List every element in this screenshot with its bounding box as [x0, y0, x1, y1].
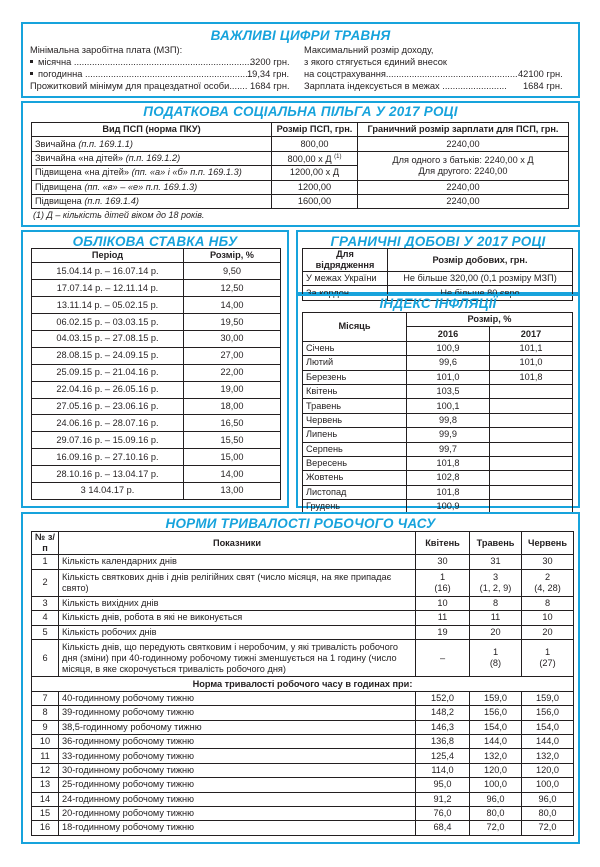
nbu-period-cell: 25.09.15 р. – 21.04.16 р. — [32, 364, 184, 381]
daily-size-cell: Не більше 80 євро — [388, 286, 573, 300]
inflation-month-cell: Травень — [303, 399, 407, 413]
work-number-cell: 9 — [32, 720, 59, 734]
nbu-period-cell: 13.11.14 р. – 05.02.15 р. — [32, 297, 184, 314]
inflation-2017-cell — [490, 442, 573, 456]
work-number-cell: 15 — [32, 806, 59, 820]
work-april-cell: 125,4 — [416, 749, 470, 763]
inflation-2016-cell: 100,1 — [407, 399, 490, 413]
work-april-cell: – — [416, 640, 470, 677]
daily-header-size: Розмір добових, грн. — [388, 249, 573, 272]
work-may-cell: 3 (1, 2, 9) — [470, 569, 522, 596]
daily-table — [302, 248, 573, 301]
psp-size-cell: 1200,00 х Д — [272, 166, 358, 180]
table-row — [32, 194, 569, 208]
work-header-indicator: Показники — [59, 532, 416, 555]
work-may-cell: 80,0 — [470, 806, 522, 820]
work-april-cell: 10 — [416, 596, 470, 611]
daily-trip-cell: За кордон — [303, 286, 388, 300]
inflation-2016-cell: 99,6 — [407, 356, 490, 370]
table-row — [32, 280, 281, 297]
work-header-june: Червень — [522, 532, 574, 555]
table-row — [32, 330, 281, 347]
work-april-cell: 136,8 — [416, 734, 470, 748]
table-row — [303, 370, 573, 384]
psp-type-cell: Звичайна «на дітей» (п.п. 169.1.2) — [32, 151, 272, 165]
table-row — [32, 625, 574, 640]
work-header-number: № з/п — [32, 532, 59, 555]
psp-header-limit: Граничний розмір зарплати для ПСП, грн. — [358, 123, 569, 137]
work-indicator-cell: 25-годинному робочому тижню — [59, 778, 416, 792]
work-june-cell: 2 (4, 28) — [522, 569, 574, 596]
inflation-month-cell: Листопад — [303, 485, 407, 499]
inflation-title: ІНДЕКС ІНФЛЯЦІЇ — [379, 296, 497, 311]
table-row — [303, 428, 573, 442]
psp-size-cell: 1600,00 — [272, 194, 358, 208]
nbu-rate-cell: 19,50 — [184, 314, 281, 331]
work-indicator-cell: Кількість святкових днів і днів релігійних свят (число місяця, на яке припадає свято) — [59, 569, 416, 596]
work-number-cell: 1 — [32, 555, 59, 570]
nbu-rate-cell: 13,00 — [184, 482, 281, 499]
nbu-rate-cell: 19,00 — [184, 381, 281, 398]
hourly-label: погодинна ................................................................. — [38, 69, 253, 79]
work-june-cell: 120,0 — [522, 763, 574, 777]
inflation-month-cell: Жовтень — [303, 471, 407, 485]
work-june-cell: 100,0 — [522, 778, 574, 792]
inflation-header-year-2016: 2016 — [407, 327, 490, 341]
max-income-value: 42100 грн. — [518, 69, 563, 79]
work-april-cell: 152,0 — [416, 691, 470, 705]
hourly-wage-row — [30, 69, 253, 79]
nbu-period-cell: 06.02.15 р. – 03.03.15 р. — [32, 314, 184, 331]
work-number-cell: 5 — [32, 625, 59, 640]
psp-size-cell: 800,00 х Д $^{(1)}$ — [272, 151, 358, 165]
work-may-cell: 11 — [470, 611, 522, 626]
inflation-month-cell: Липень — [303, 428, 407, 442]
inflation-month-cell: Лютий — [303, 356, 407, 370]
nbu-table — [31, 248, 281, 500]
work-number-cell: 16 — [32, 821, 59, 835]
nbu-rate-cell: 22,00 — [184, 364, 281, 381]
daily-title: ГРАНИЧНІ ДОБОВІ У 2017 РОЦІ — [330, 234, 546, 249]
max-income-line-1: Максимальний розмір доходу, — [304, 45, 434, 55]
work-may-cell: 144,0 — [470, 734, 522, 748]
table-row — [32, 263, 281, 280]
inflation-month-cell: Квітень — [303, 384, 407, 398]
psp-header-size: Розмір ПСП, грн. — [272, 123, 358, 137]
work-may-cell: 96,0 — [470, 792, 522, 806]
table-row — [32, 778, 574, 792]
inflation-2016-cell: 103,5 — [407, 384, 490, 398]
table-row — [32, 555, 574, 570]
inflation-2017-cell — [490, 399, 573, 413]
work-indicator-cell: 20-годинному робочому тижню — [59, 806, 416, 820]
table-row — [303, 471, 573, 485]
max-income-line-3: на соцстрахування................................................... — [304, 69, 518, 79]
work-number-cell: 6 — [32, 640, 59, 677]
work-april-cell: 68,4 — [416, 821, 470, 835]
work-june-cell: 144,0 — [522, 734, 574, 748]
table-row — [303, 485, 573, 499]
work-hours-table — [31, 531, 574, 836]
psp-size-cell: 800,00 — [272, 137, 358, 151]
table-row — [303, 341, 573, 355]
table-row — [32, 449, 281, 466]
nbu-title: ОБЛІКОВА СТАВКА НБУ — [72, 234, 238, 249]
work-indicator-cell: Кількість робочих днів — [59, 625, 416, 640]
min-wage-label: Мінімальна заробітна плата (МЗП): — [30, 45, 183, 55]
psp-size-cell: 1200,00 — [272, 180, 358, 194]
work-may-cell: 31 — [470, 555, 522, 570]
psp-limit-cell: 2240,00 — [358, 194, 569, 208]
psp-limit-cell: 2240,00 — [358, 180, 569, 194]
nbu-rate-cell: 14,00 — [184, 466, 281, 483]
psp-type-cell: Звичайна (п.п. 169.1.1) — [32, 137, 272, 151]
work-number-cell: 4 — [32, 611, 59, 626]
bullet-icon — [30, 72, 33, 75]
work-april-cell: 76,0 — [416, 806, 470, 820]
table-row — [303, 442, 573, 456]
inflation-2016-cell: 100,9 — [407, 500, 490, 514]
work-june-cell: 8 — [522, 596, 574, 611]
nbu-rate-cell: 27,00 — [184, 347, 281, 364]
inflation-header-month: Місяць — [303, 313, 407, 342]
work-june-cell: 72,0 — [522, 821, 574, 835]
hourly-value: 19,34 грн. — [247, 69, 290, 79]
psp-limit-cell-children: Для одного з батьків: 2240,00 х Д Для другого: 2240,00 — [358, 151, 569, 180]
inflation-2017-cell: 101,8 — [490, 370, 573, 384]
daily-trip-cell: У межах України — [303, 272, 388, 286]
table-row — [303, 384, 573, 398]
indexation-value: 1684 грн. — [523, 81, 563, 91]
work-april-cell: 114,0 — [416, 763, 470, 777]
table-row — [32, 611, 574, 626]
table-row — [32, 749, 574, 763]
inflation-2016-cell: 101,8 — [407, 485, 490, 499]
nbu-rate-cell: 12,50 — [184, 280, 281, 297]
work-june-cell: 156,0 — [522, 706, 574, 720]
inflation-2017-cell — [490, 471, 573, 485]
work-header-may: Травень — [470, 532, 522, 555]
work-indicator-cell: 39-годинному робочому тижню — [59, 706, 416, 720]
psp-table — [31, 122, 569, 209]
psp-header-type: Вид ПСП (норма ПКУ) — [32, 123, 272, 137]
work-indicator-cell: 18-годинному робочому тижню — [59, 821, 416, 835]
work-june-cell: 159,0 — [522, 691, 574, 705]
inflation-table — [302, 312, 573, 514]
important-figures-title: ВАЖЛИВІ ЦИФРИ ТРАВНЯ — [210, 28, 391, 43]
inflation-2016-cell: 102,8 — [407, 471, 490, 485]
work-indicator-cell: 33-годинному робочому тижню — [59, 749, 416, 763]
work-number-cell: 8 — [32, 706, 59, 720]
work-indicator-cell: 40-годинному робочому тижню — [59, 691, 416, 705]
monthly-label: місячна ..................................................................... — [38, 57, 253, 67]
table-row — [32, 734, 574, 748]
bullet-icon — [30, 60, 33, 63]
work-april-cell: 95,0 — [416, 778, 470, 792]
work-june-cell: 30 — [522, 555, 574, 570]
indexation-label: Зарплата індексується в межах ......................... — [304, 81, 507, 91]
psp-type-cell: Підвищена (пп. «в» – «е» п.п. 169.1.3) — [32, 180, 272, 194]
work-number-cell: 12 — [32, 763, 59, 777]
nbu-period-cell: 3 14.04.17 р. — [32, 482, 184, 499]
work-june-cell: 1 (27) — [522, 640, 574, 677]
inflation-2016-cell: 99,9 — [407, 428, 490, 442]
table-row — [32, 381, 281, 398]
max-income-line-2: з якого стягується єдиний внесок — [304, 57, 447, 67]
work-header-april: Квітень — [416, 532, 470, 555]
nbu-rate-cell: 15,00 — [184, 449, 281, 466]
inflation-2017-cell — [490, 485, 573, 499]
nbu-header-rate: Розмір, % — [184, 249, 281, 263]
inflation-month-cell: Серпень — [303, 442, 407, 456]
table-row — [32, 151, 569, 165]
nbu-rate-cell: 18,00 — [184, 398, 281, 415]
work-number-cell: 11 — [32, 749, 59, 763]
work-indicator-cell: Кількість днів, робота в які не виконується — [59, 611, 416, 626]
table-row — [32, 364, 281, 381]
nbu-period-cell: 04.03.15 р. – 27.08.15 р. — [32, 330, 184, 347]
work-may-cell: 8 — [470, 596, 522, 611]
work-indicator-cell: Кількість календарних днів — [59, 555, 416, 570]
work-may-cell: 20 — [470, 625, 522, 640]
inflation-2017-cell: 101,0 — [490, 356, 573, 370]
inflation-2017-cell — [490, 413, 573, 427]
monthly-wage-row — [30, 57, 252, 67]
subsistence-value: 1684 грн. — [250, 81, 290, 91]
table-row — [32, 821, 574, 835]
nbu-period-cell: 24.06.16 р. – 28.07.16 р. — [32, 415, 184, 432]
work-april-cell: 19 — [416, 625, 470, 640]
work-indicator-cell: 24-годинному робочому тижню — [59, 792, 416, 806]
work-april-cell: 148,2 — [416, 706, 470, 720]
table-row — [32, 297, 281, 314]
psp-footnote: (1) Д – кількість дітей віком до 18 років. — [33, 210, 205, 220]
table-row — [303, 413, 573, 427]
work-number-cell: 13 — [32, 778, 59, 792]
inflation-2017-cell: 101,1 — [490, 341, 573, 355]
psp-type-cell: Підвищена (п.п. 169.1.4) — [32, 194, 272, 208]
work-may-cell: 72,0 — [470, 821, 522, 835]
table-row — [303, 399, 573, 413]
inflation-2016-cell: 101,0 — [407, 370, 490, 384]
table-row — [32, 720, 574, 734]
work-number-cell: 3 — [32, 596, 59, 611]
table-row — [303, 356, 573, 370]
inflation-month-cell: Вересень — [303, 456, 407, 470]
work-may-cell: 100,0 — [470, 778, 522, 792]
nbu-period-cell: 28.10.16 р. – 13.04.17 р. — [32, 466, 184, 483]
work-number-cell: 14 — [32, 792, 59, 806]
daily-size-cell: Не більше 320,00 (0,1 розміру МЗП) — [388, 272, 573, 286]
table-row — [32, 180, 569, 194]
work-hours-subheader: Норма тривалості робочого часу в годинах при: — [32, 677, 574, 691]
nbu-period-cell: 29.07.16 р. – 15.09.16 р. — [32, 432, 184, 449]
table-row — [32, 792, 574, 806]
work-june-cell: 154,0 — [522, 720, 574, 734]
work-may-cell: 156,0 — [470, 706, 522, 720]
table-row — [32, 137, 569, 151]
table-row — [32, 569, 574, 596]
inflation-2017-cell — [490, 384, 573, 398]
table-row — [32, 415, 281, 432]
table-row — [32, 398, 281, 415]
psp-type-cell: Підвищена «на дітей» (пп. «а» і «б» п.п. 169.1.3) — [32, 166, 272, 180]
work-april-cell: 146,3 — [416, 720, 470, 734]
table-row — [32, 677, 574, 691]
nbu-rate-cell: 14,00 — [184, 297, 281, 314]
inflation-2016-cell: 99,8 — [407, 413, 490, 427]
inflation-2016-cell: 100,9 — [407, 341, 490, 355]
nbu-period-cell: 15.04.14 р. – 16.07.14 р. — [32, 263, 184, 280]
table-row — [32, 466, 281, 483]
work-number-cell: 7 — [32, 691, 59, 705]
nbu-period-cell: 22.04.16 р. – 26.05.16 р. — [32, 381, 184, 398]
work-june-cell: 10 — [522, 611, 574, 626]
inflation-month-cell: Червень — [303, 413, 407, 427]
work-may-cell: 120,0 — [470, 763, 522, 777]
nbu-rate-cell: 9,50 — [184, 263, 281, 280]
work-number-cell: 2 — [32, 569, 59, 596]
work-april-cell: 30 — [416, 555, 470, 570]
inflation-month-cell: Січень — [303, 341, 407, 355]
daily-header-trip: Для відрядження — [303, 249, 388, 272]
monthly-value: 3200 грн. — [250, 57, 290, 67]
work-indicator-cell: 38,5-годинному робочому тижню — [59, 720, 416, 734]
table-row — [32, 432, 281, 449]
work-may-cell: 159,0 — [470, 691, 522, 705]
inflation-header-year-2017: 2017 — [490, 327, 573, 341]
table-row — [32, 806, 574, 820]
work-june-cell: 96,0 — [522, 792, 574, 806]
inflation-month-cell: Березень — [303, 370, 407, 384]
nbu-period-cell: 27.05.16 р. – 23.06.16 р. — [32, 398, 184, 415]
work-april-cell: 1 (16) — [416, 569, 470, 596]
work-number-cell: 10 — [32, 734, 59, 748]
table-row — [32, 482, 281, 499]
work-indicator-cell: Кількість днів, що передують святковим і неробочим, у які тривалість робочого дня (зміни) при 40-годинному робочому тижні зменшується на 1 годину (число місяця, в яке скорочується тривалість робочого дня) — [59, 640, 416, 677]
work-hours-title: НОРМИ ТРИВАЛОСТІ РОБОЧОГО ЧАСУ — [165, 516, 436, 531]
work-may-cell: 132,0 — [470, 749, 522, 763]
table-row — [303, 456, 573, 470]
table-row — [32, 691, 574, 705]
nbu-period-cell: 28.08.15 р. – 24.09.15 р. — [32, 347, 184, 364]
nbu-period-cell: 17.07.14 р. – 12.11.14 р. — [32, 280, 184, 297]
table-row — [32, 763, 574, 777]
work-may-cell: 154,0 — [470, 720, 522, 734]
inflation-2017-cell — [490, 456, 573, 470]
nbu-rate-cell: 16,50 — [184, 415, 281, 432]
nbu-rate-cell: 30,00 — [184, 330, 281, 347]
inflation-2016-cell: 101,8 — [407, 456, 490, 470]
psp-limit-cell: 2240,00 — [358, 137, 569, 151]
work-indicator-cell: Кількість вихідних днів — [59, 596, 416, 611]
inflation-month-cell: Грудень — [303, 500, 407, 514]
nbu-rate-cell: 15,50 — [184, 432, 281, 449]
inflation-2016-cell: 99,7 — [407, 442, 490, 456]
work-june-cell: 132,0 — [522, 749, 574, 763]
table-row — [32, 706, 574, 720]
table-row — [32, 347, 281, 364]
work-indicator-cell: 36-годинному робочому тижню — [59, 734, 416, 748]
nbu-header-period: Період — [32, 249, 184, 263]
nbu-period-cell: 16.09.16 р. – 27.10.16 р. — [32, 449, 184, 466]
work-april-cell: 91,2 — [416, 792, 470, 806]
work-april-cell: 11 — [416, 611, 470, 626]
table-row — [32, 596, 574, 611]
inflation-header-size: Розмір, % — [407, 313, 573, 327]
work-indicator-cell: 30-годинному робочому тижню — [59, 763, 416, 777]
subsistence-label: Прожитковий мінімум для працездатної особи....... — [30, 81, 248, 91]
work-may-cell: 1 (8) — [470, 640, 522, 677]
table-row — [32, 314, 281, 331]
inflation-2017-cell — [490, 428, 573, 442]
work-june-cell: 20 — [522, 625, 574, 640]
work-june-cell: 80,0 — [522, 806, 574, 820]
table-row — [32, 640, 574, 677]
psp-title: ПОДАТКОВА СОЦІАЛЬНА ПІЛЬГА У 2017 РОЦІ — [143, 104, 458, 119]
table-row — [303, 272, 573, 286]
